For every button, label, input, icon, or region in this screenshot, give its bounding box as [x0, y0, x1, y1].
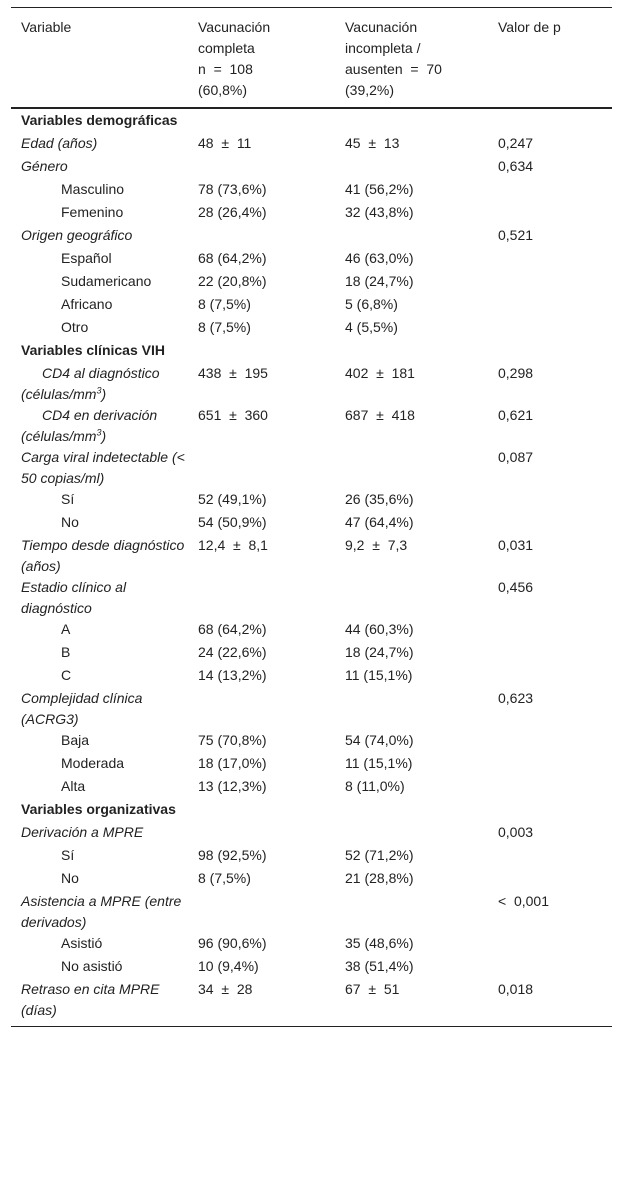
value-complete: 98 (92,5%) — [198, 847, 267, 863]
variable-label: CD4 en derivación $(células/mm^3)$ — [21, 407, 158, 444]
value-incomplete: 26 (35,6%) — [345, 491, 414, 507]
table-row — [11, 730, 612, 753]
table-body — [11, 110, 612, 1021]
variable-label: Sudamericano — [61, 273, 152, 289]
table-row — [11, 956, 612, 979]
variable-label: No — [61, 870, 79, 886]
table-row — [11, 979, 612, 1021]
p-value: 0,456 — [498, 579, 534, 595]
value-incomplete: 21 (28,8%) — [345, 870, 414, 886]
table-row — [11, 577, 612, 619]
variable-label: Género — [21, 158, 68, 174]
value-complete: 68 (64,2%) — [198, 250, 267, 266]
table-row — [11, 619, 612, 642]
variable-label: Baja — [61, 732, 90, 748]
variable-label: No asistió — [61, 958, 123, 974]
variable-label: Complejidad clínica (ACRG3) — [21, 690, 143, 727]
value-complete: 22 (20,8%) — [198, 273, 267, 289]
p-value — [498, 202, 608, 225]
value-complete: 8 (7,5%) — [198, 296, 251, 312]
value-complete: 68 (64,2%) — [198, 621, 267, 637]
value-incomplete: 18 (24,7%) — [345, 273, 414, 289]
value-complete: 8 (7,5%) — [198, 870, 251, 886]
p-value: 0,247 — [498, 135, 534, 151]
table-row — [11, 535, 612, 577]
p-value — [498, 845, 608, 868]
variable-label: Asistió — [61, 935, 103, 951]
variable-label: Retraso en cita MPRE (días) — [21, 981, 160, 1018]
p-value — [498, 956, 608, 979]
variable-label: Español — [61, 250, 112, 266]
value-incomplete — [345, 822, 498, 845]
p-value — [498, 489, 608, 512]
variable-label: Asistencia a MPRE (entre derivados) — [21, 893, 182, 930]
value-incomplete: 687 ± 418 — [345, 407, 415, 423]
value-complete: 54 (50,9%) — [198, 514, 267, 530]
variable-label: CD4 al diagnóstico $(células/mm^3)$ — [21, 365, 160, 402]
value-incomplete — [345, 891, 498, 933]
p-value: 0,634 — [498, 158, 534, 174]
value-incomplete: 41 (56,2%) — [345, 181, 414, 197]
table-row — [11, 405, 612, 447]
table-row — [11, 688, 612, 730]
value-incomplete: 67 ± 51 — [345, 981, 400, 997]
p-value — [498, 730, 608, 753]
value-complete — [198, 156, 345, 179]
section-row — [11, 340, 612, 363]
variable-label: Origen geográfico — [21, 227, 133, 243]
p-value — [498, 619, 608, 642]
table-row — [11, 665, 612, 688]
variable-label: Estadio clínico al diagnóstico — [21, 579, 127, 616]
value-incomplete — [345, 577, 498, 619]
value-incomplete: 54 (74,0%) — [345, 732, 414, 748]
table-row — [11, 317, 612, 340]
variable-label: Africano — [61, 296, 113, 312]
data-table — [11, 7, 612, 1027]
table-row — [11, 933, 612, 956]
p-value — [498, 776, 608, 799]
table-row — [11, 179, 612, 202]
section-row — [11, 110, 612, 133]
table-row — [11, 447, 612, 489]
value-complete: 651 ± 360 — [198, 407, 268, 423]
variable-label: Edad (años) — [21, 135, 98, 151]
table-row — [11, 248, 612, 271]
value-incomplete: 402 ± 181 — [345, 365, 415, 381]
table-row — [11, 753, 612, 776]
p-value — [498, 642, 608, 665]
variable-label: Sí — [61, 491, 75, 507]
variable-label: No — [61, 514, 79, 530]
table-row — [11, 489, 612, 512]
p-value: 0,298 — [498, 365, 534, 381]
p-value: 0,018 — [498, 981, 534, 997]
variable-label: Carga viral indetectable (< 50 copias/ml) — [21, 449, 185, 486]
value-complete: 438 ± 195 — [198, 365, 268, 381]
table-row — [11, 512, 612, 535]
value-incomplete — [345, 447, 498, 489]
variable-label: Femenino — [61, 204, 124, 220]
p-value: 0,621 — [498, 407, 534, 423]
value-complete: 75 (70,8%) — [198, 732, 267, 748]
variable-label: C — [61, 667, 72, 683]
table-row — [11, 642, 612, 665]
table-row — [11, 822, 612, 845]
value-complete: 10 (9,4%) — [198, 958, 259, 974]
value-incomplete: 5 (6,8%) — [345, 296, 398, 312]
value-complete: 34 ± 28 — [198, 981, 253, 997]
table-row — [11, 225, 612, 248]
value-incomplete: 35 (48,6%) — [345, 935, 414, 951]
value-incomplete: 46 (63,0%) — [345, 250, 414, 266]
value-complete: 28 (26,4%) — [198, 204, 267, 220]
header-pvalue: Valor de p — [498, 19, 561, 35]
p-value: 0,521 — [498, 227, 534, 243]
variable-label: Derivación a MPRE — [21, 824, 144, 840]
variable-label: Variables clínicas VIH — [21, 342, 165, 358]
table-row — [11, 363, 612, 405]
value-incomplete: 11 (15,1%) — [345, 755, 413, 771]
p-value — [498, 665, 608, 688]
variable-label: Otro — [61, 319, 89, 335]
value-complete: 96 (90,6%) — [198, 935, 267, 951]
variable-label: B — [61, 644, 71, 660]
header-complete: Vacunación completa n = 108 (60,8%) — [198, 19, 271, 98]
value-incomplete: 52 (71,2%) — [345, 847, 414, 863]
value-incomplete: 8 (11,0%) — [345, 778, 405, 794]
p-value — [498, 317, 608, 340]
p-value — [498, 294, 608, 317]
value-complete — [198, 577, 345, 619]
value-complete: 13 (12,3%) — [198, 778, 267, 794]
table-row — [11, 868, 612, 891]
value-incomplete: 18 (24,7%) — [345, 644, 414, 660]
table-row — [11, 294, 612, 317]
value-complete — [198, 447, 345, 489]
value-incomplete — [345, 225, 498, 248]
value-complete: 8 (7,5%) — [198, 319, 251, 335]
variable-label: Alta — [61, 778, 86, 794]
table-row — [11, 271, 612, 294]
value-complete — [198, 891, 345, 933]
variable-label: A — [61, 621, 71, 637]
value-complete: 18 (17,0%) — [198, 755, 267, 771]
value-incomplete — [345, 688, 498, 730]
value-incomplete: 38 (51,4%) — [345, 958, 414, 974]
value-incomplete: 47 (64,4%) — [345, 514, 414, 530]
table-row — [11, 202, 612, 225]
p-value — [498, 753, 608, 776]
variable-label: Variables demográficas — [21, 112, 178, 128]
value-complete — [198, 225, 345, 248]
p-value — [498, 271, 608, 294]
value-incomplete: 32 (43,8%) — [345, 204, 414, 220]
value-complete — [198, 688, 345, 730]
value-incomplete: 9,2 ± 7,3 — [345, 537, 408, 553]
value-complete: 48 ± 11 — [198, 135, 252, 151]
value-incomplete: 44 (60,3%) — [345, 621, 414, 637]
variable-label: Sí — [61, 847, 75, 863]
value-complete: 14 (13,2%) — [198, 667, 267, 683]
table-row — [11, 891, 612, 933]
p-value — [498, 179, 608, 202]
table-row — [11, 133, 612, 156]
table-row — [11, 156, 612, 179]
value-complete: 12,4 ± 8,1 — [198, 537, 268, 553]
variable-label: Tiempo desde diagnóstico (años) — [21, 537, 185, 574]
variable-label: Masculino — [61, 181, 125, 197]
table-row — [11, 776, 612, 799]
p-value — [498, 868, 608, 891]
p-value — [498, 512, 608, 535]
value-complete: 78 (73,6%) — [198, 181, 267, 197]
value-complete — [198, 822, 345, 845]
p-value: 0,031 — [498, 537, 534, 553]
variable-label: Variables organizativas — [21, 801, 176, 817]
p-value — [498, 248, 608, 271]
variable-label: Moderada — [61, 755, 125, 771]
value-incomplete: 11 (15,1%) — [345, 667, 413, 683]
p-value: 0,087 — [498, 449, 534, 465]
section-row — [11, 799, 612, 822]
p-value: < 0,001 — [498, 893, 549, 909]
value-incomplete: 4 (5,5%) — [345, 319, 398, 335]
p-value: 0,623 — [498, 690, 534, 706]
table-bottom-rule — [11, 1021, 612, 1027]
value-incomplete — [345, 156, 498, 179]
table-row — [11, 845, 612, 868]
header-incomplete: Vacunación incompleta / ausenten = 70 (39,2%) — [345, 19, 442, 98]
p-value: 0,003 — [498, 824, 534, 840]
value-incomplete: 45 ± 13 — [345, 135, 400, 151]
p-value — [498, 933, 608, 956]
value-complete: 52 (49,1%) — [198, 491, 267, 507]
value-complete: 24 (22,6%) — [198, 644, 267, 660]
table-header — [11, 7, 612, 109]
header-variable: Variable — [21, 19, 72, 35]
